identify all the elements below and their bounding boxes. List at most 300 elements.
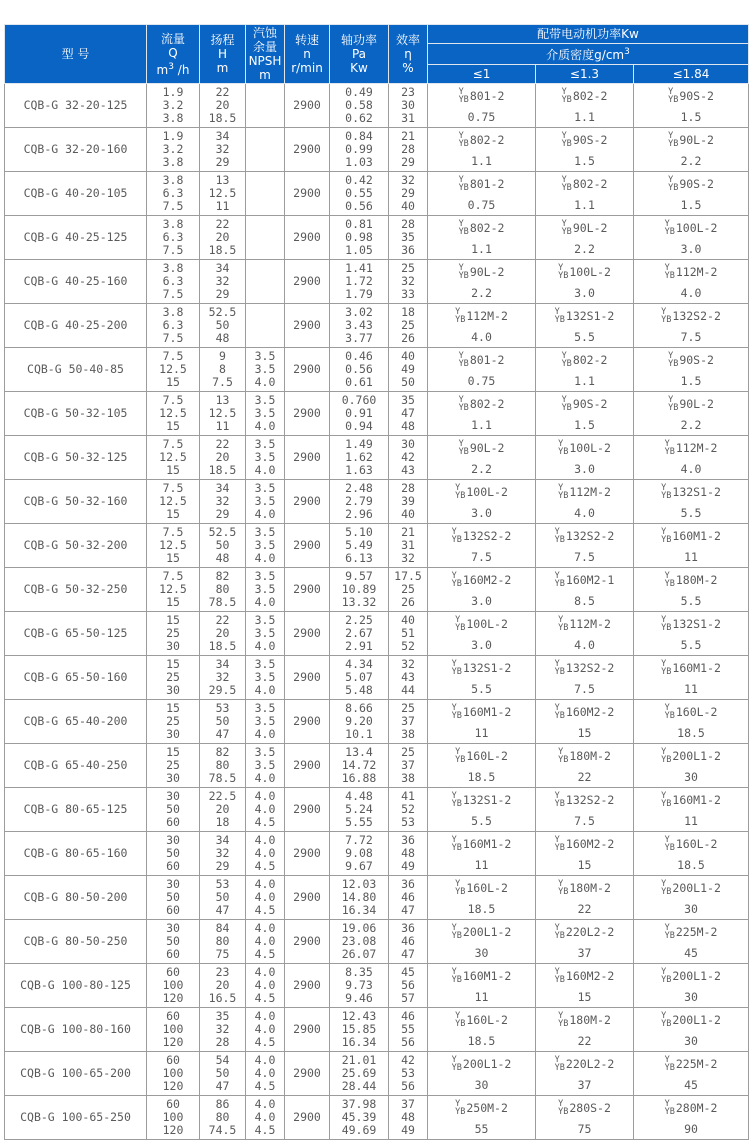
shaft-power-cell — [330, 612, 389, 656]
motor-series-prefix: Y YB — [561, 86, 572, 105]
npsh-cell — [246, 964, 285, 1008]
motor-series-prefix: Y YB — [458, 130, 469, 149]
npsh-cell — [246, 568, 285, 612]
model-cell: CQB-G 100-65-200 — [5, 1052, 147, 1096]
motor-series-prefix: Y YB — [661, 658, 672, 677]
flow-cell-line: 7.5 — [162, 393, 184, 407]
shaft-power-cell-line: 25.69 — [341, 1066, 377, 1080]
motor-cell-density-2 — [634, 348, 749, 392]
npsh-cell-line: 3.5 — [254, 657, 276, 671]
head-cell-line: 52.5 — [208, 305, 237, 319]
efficiency-cell-line: 26 — [401, 331, 415, 345]
flow-cell — [147, 128, 200, 172]
motor-power-kw: 37 — [577, 945, 592, 960]
npsh-cell-line: 4.0 — [254, 846, 276, 860]
efficiency-cell — [389, 920, 428, 964]
npsh-cell-line: 4.5 — [254, 947, 276, 961]
model-cell: CQB-G 40-20-105 — [5, 172, 147, 216]
motor-model — [536, 176, 633, 193]
motor-series-prefix: Y YB — [558, 482, 569, 501]
efficiency-cell-line: 52 — [401, 639, 415, 653]
motor-series-prefix: Y YB — [554, 922, 565, 941]
flow-cell-line: 3.8 — [162, 111, 184, 125]
speed-cell: 2900 — [285, 480, 330, 524]
npsh-cell-line: 3.5 — [254, 349, 276, 363]
motor-model — [634, 836, 748, 853]
motor-power-kw: 5.5 — [680, 593, 702, 608]
head-cell-line: 47 — [215, 727, 230, 741]
head-cell-line: 20 — [215, 802, 230, 816]
motor-model-number: 132S2-2 — [672, 308, 721, 323]
efficiency-cell-line: 23 — [401, 85, 415, 99]
flow-cell — [147, 788, 200, 832]
motor-model — [634, 968, 748, 985]
efficiency-cell-line: 43 — [401, 463, 415, 477]
motor-model-number: 160M2-2 — [462, 572, 512, 587]
flow-cell — [147, 1008, 200, 1052]
shaft-power-cell-line: 5.10 — [345, 525, 373, 539]
flow-cell-line: 60 — [166, 1097, 180, 1111]
npsh-cell-line — [246, 244, 284, 257]
motor-model-number: 160L-2 — [675, 704, 718, 719]
motor-power-kw: 11 — [684, 681, 698, 696]
motor-cell-density-1 — [536, 172, 634, 216]
model-cell: CQB-G 65-40-250 — [5, 744, 147, 788]
motor-power-kw: 1.1 — [471, 417, 492, 432]
motor-model-number: 160L-2 — [466, 748, 508, 763]
motor-series-prefix: Y YB — [554, 834, 565, 853]
motor-series-prefix: Y YB — [661, 966, 672, 985]
head-cell-line: 18.5 — [208, 463, 237, 477]
motor-cell-density-0 — [428, 172, 536, 216]
npsh-cell-line: 4.0 — [254, 978, 276, 992]
model-cell: CQB-G 80-50-200 — [5, 876, 147, 920]
motor-model — [428, 88, 535, 105]
motor-model-number: 90L-2 — [469, 264, 505, 279]
head-cell-line: 28 — [215, 1035, 230, 1049]
motor-model — [536, 660, 633, 677]
efficiency-cell-line: 18 — [401, 305, 415, 319]
efficiency-cell-line: 55 — [401, 1022, 415, 1036]
efficiency-cell-line: 32 — [401, 173, 415, 187]
shaft-power-cell-line: 19.06 — [341, 921, 377, 935]
npsh-cell-line: 3.5 — [254, 362, 276, 376]
model-cell: CQB-G 80-65-125 — [5, 788, 147, 832]
speed-cell: 2900 — [285, 832, 330, 876]
head-cell — [200, 700, 246, 744]
efficiency-cell-line: 47 — [401, 947, 415, 961]
efficiency-cell-line: 37 — [401, 758, 415, 772]
flow-cell-line: 6.3 — [162, 230, 184, 244]
efficiency-cell-line: 25 — [401, 318, 415, 332]
efficiency-cell-line: 43 — [401, 670, 415, 684]
motor-cell-density-1 — [536, 744, 634, 788]
shaft-power-cell-line: 12.43 — [341, 1009, 377, 1023]
flow-cell-line: 30 — [166, 639, 180, 653]
flow-cell-line: 3.8 — [162, 173, 184, 187]
head-cell-line: 50 — [215, 714, 230, 728]
flow-cell-line: 6.3 — [162, 186, 184, 200]
npsh-cell — [246, 84, 285, 128]
flow-cell-line: 7.5 — [162, 349, 184, 363]
efficiency-cell-line: 37 — [401, 714, 415, 728]
motor-cell-density-0 — [428, 480, 536, 524]
motor-model-number: 90S-2 — [572, 396, 608, 411]
npsh-cell-line: 4.0 — [254, 551, 276, 565]
motor-model-number: 200L1-2 — [672, 748, 721, 763]
efficiency-cell-line: 46 — [401, 1009, 415, 1023]
efficiency-cell — [389, 524, 428, 568]
motor-model — [428, 1012, 535, 1029]
motor-series-prefix: Y YB — [458, 350, 469, 369]
motor-model-number: 250M-2 — [466, 1100, 508, 1115]
flow-cell-line: 60 — [166, 1053, 180, 1067]
head-cell-line: 50 — [215, 1066, 230, 1080]
npsh-cell-line: 4.0 — [254, 789, 276, 803]
flow-cell-line: 30 — [166, 727, 180, 741]
col-header-density: 介质密度$g/cm^3$ — [428, 43, 749, 65]
efficiency-cell-line: 28 — [401, 217, 415, 231]
flow-cell-line: 30 — [166, 771, 180, 785]
efficiency-cell — [389, 568, 428, 612]
motor-cell-density-2 — [634, 524, 749, 568]
table-row — [5, 348, 749, 392]
motor-power-kw: 18.5 — [677, 857, 705, 872]
flow-cell — [147, 216, 200, 260]
shaft-power-cell-line: 1.79 — [345, 287, 373, 301]
head-cell-line: 74.5 — [208, 1123, 237, 1137]
table-row — [5, 172, 749, 216]
motor-cell-density-0 — [428, 700, 536, 744]
npsh-cell-line: 3.5 — [254, 613, 276, 627]
col-header-density-le1-3: ≤1.3 — [536, 65, 634, 84]
motor-power-kw: 4.0 — [680, 285, 702, 300]
head-cell-line: 20 — [215, 978, 230, 992]
motor-cell-density-2 — [634, 920, 749, 964]
motor-model — [536, 484, 633, 501]
motor-cell-density-2 — [634, 612, 749, 656]
shaft-power-cell-line: 9.57 — [345, 569, 373, 583]
motor-cell-density-1 — [536, 392, 634, 436]
head-cell-line: 20 — [215, 450, 230, 464]
flow-cell — [147, 656, 200, 700]
motor-model — [634, 264, 748, 281]
head-cell-line: 32 — [215, 494, 230, 508]
efficiency-cell-line: 35 — [401, 393, 415, 407]
flow-cell-line: 60 — [166, 903, 180, 917]
table-row — [5, 392, 749, 436]
motor-model — [428, 792, 535, 809]
speed-cell: 2900 — [285, 128, 330, 172]
flow-cell-line: 50 — [166, 890, 180, 904]
shaft-power-cell-line: 1.49 — [345, 437, 373, 451]
motor-power-kw: 2.2 — [680, 417, 702, 432]
motor-series-prefix: Y YB — [451, 790, 462, 809]
shaft-power-cell-line: 0.81 — [345, 217, 373, 231]
head-cell — [200, 920, 246, 964]
efficiency-cell-line: 30 — [401, 437, 415, 451]
flow-cell — [147, 612, 200, 656]
table-row — [5, 568, 749, 612]
motor-series-prefix: Y YB — [458, 86, 469, 105]
npsh-cell-line: 4.0 — [254, 965, 276, 979]
table-header — [5, 25, 749, 84]
npsh-cell-line — [246, 288, 284, 301]
shaft-power-cell-line: 0.49 — [345, 85, 373, 99]
motor-power-kw: 37 — [577, 1077, 592, 1092]
flow-cell-line: 7.5 — [162, 437, 184, 451]
shaft-power-cell — [330, 216, 389, 260]
npsh-cell-line: 4.5 — [254, 1123, 276, 1137]
motor-series-prefix: Y YB — [554, 702, 565, 721]
npsh-cell-line: 4.5 — [254, 815, 276, 829]
npsh-cell-line: 3.5 — [254, 393, 276, 407]
speed-cell: 2900 — [285, 84, 330, 128]
motor-cell-density-0 — [428, 568, 536, 612]
flow-cell-line: 30 — [166, 921, 180, 935]
motor-series-prefix: Y YB — [558, 262, 569, 281]
motor-model-number: 112M-2 — [569, 484, 611, 499]
efficiency-cell-line: 48 — [401, 846, 415, 860]
table-body — [5, 84, 749, 1140]
speed-cell: 2900 — [285, 656, 330, 700]
head-cell — [200, 84, 246, 128]
motor-cell-density-0 — [428, 84, 536, 128]
flow-cell-line: 6.3 — [162, 274, 184, 288]
table-row — [5, 216, 749, 260]
motor-model — [634, 396, 748, 413]
motor-series-prefix: Y YB — [455, 306, 466, 325]
pump-spec-table — [4, 24, 749, 1140]
motor-power-kw: 1.5 — [680, 109, 702, 124]
motor-model-number: 200L1-2 — [672, 968, 721, 983]
shaft-power-cell-line: 0.760 — [341, 393, 377, 407]
motor-model-number: 132S1-2 — [672, 616, 721, 631]
npsh-cell-line: 4.0 — [254, 683, 276, 697]
motor-cell-density-1 — [536, 84, 634, 128]
motor-model — [634, 220, 748, 237]
motor-power-kw: 8.5 — [574, 593, 595, 608]
head-cell-line: 34 — [215, 129, 230, 143]
motor-power-kw: 0.75 — [467, 197, 496, 212]
motor-cell-density-1 — [536, 480, 634, 524]
motor-power-kw: 1.5 — [574, 153, 595, 168]
shaft-power-cell-line: 0.98 — [345, 230, 373, 244]
head-cell-line: 20 — [215, 230, 230, 244]
npsh-cell-line: 4.0 — [254, 771, 276, 785]
motor-cell-density-1 — [536, 348, 634, 392]
npsh-cell-line — [246, 112, 284, 125]
flow-cell-line: 15 — [166, 701, 180, 715]
motor-series-prefix: Y YB — [554, 526, 565, 545]
motor-cell-density-0 — [428, 524, 536, 568]
npsh-cell-line — [246, 332, 284, 345]
motor-model-number: 112M-2 — [675, 264, 718, 279]
npsh-cell-line: 4.5 — [254, 1079, 276, 1093]
motor-cell-density-1 — [536, 568, 634, 612]
shaft-power-cell — [330, 788, 389, 832]
npsh-cell-line: 4.5 — [254, 991, 276, 1005]
motor-model — [536, 1100, 633, 1117]
efficiency-cell-line: 25 — [401, 582, 415, 596]
efficiency-cell-line: 40 — [401, 349, 415, 363]
motor-model-number: 160L-2 — [466, 880, 508, 895]
motor-cell-density-1 — [536, 1052, 634, 1096]
motor-model-number: 220L2-2 — [565, 1056, 615, 1071]
flow-cell-line: 7.5 — [162, 525, 184, 539]
head-cell-line: 80 — [215, 758, 230, 772]
shaft-power-cell-line: 3.43 — [345, 318, 373, 332]
shaft-power-cell — [330, 128, 389, 172]
motor-model-number: 160M1-2 — [672, 660, 721, 675]
motor-model-number: 132S2-2 — [462, 528, 512, 543]
head-cell-line: 34 — [215, 657, 230, 671]
efficiency-cell — [389, 216, 428, 260]
flow-cell-line: 1.9 — [162, 85, 184, 99]
flow-cell-line: 60 — [166, 815, 180, 829]
motor-power-kw: 1.5 — [574, 417, 595, 432]
motor-cell-density-2 — [634, 876, 749, 920]
motor-power-kw: 4.0 — [574, 505, 595, 520]
efficiency-cell — [389, 656, 428, 700]
motor-model — [428, 176, 535, 193]
head-cell-line: 78.5 — [208, 771, 237, 785]
motor-model-number: 100L-2 — [569, 440, 611, 455]
head-cell-line: 34 — [215, 481, 230, 495]
motor-power-kw: 11 — [474, 989, 489, 1004]
motor-series-prefix: Y YB — [561, 350, 572, 369]
motor-model — [428, 352, 535, 369]
shaft-power-cell-line: 1.72 — [345, 274, 373, 288]
motor-model-number: 160M2-2 — [565, 704, 615, 719]
head-cell-line: 48 — [215, 331, 230, 345]
motor-model — [536, 1012, 633, 1029]
flow-cell-line: 25 — [166, 670, 180, 684]
motor-power-kw: 15 — [577, 857, 592, 872]
motor-power-kw: 5.5 — [680, 505, 702, 520]
col-header-speed: 转速 n r/min — [285, 25, 330, 84]
motor-model — [536, 88, 633, 105]
head-cell — [200, 832, 246, 876]
motor-model-number: 132S2-2 — [565, 792, 615, 807]
flow-cell-line: 50 — [166, 802, 180, 816]
shaft-power-cell-line: 13.32 — [341, 595, 377, 609]
motor-cell-density-0 — [428, 744, 536, 788]
npsh-cell-line: 4.0 — [254, 1009, 276, 1023]
motor-power-kw: 1.1 — [471, 241, 492, 256]
motor-series-prefix: Y YB — [455, 1098, 466, 1117]
flow-cell — [147, 832, 200, 876]
head-cell-line: 22 — [215, 613, 230, 627]
head-cell-line: 48 — [215, 551, 230, 565]
motor-series-prefix: Y YB — [455, 746, 466, 765]
model-cell: CQB-G 100-65-250 — [5, 1096, 147, 1140]
motor-model-number: 132S2-2 — [565, 660, 615, 675]
head-cell — [200, 128, 246, 172]
motor-cell-density-2 — [634, 480, 749, 524]
table-row — [5, 788, 749, 832]
efficiency-cell-line: 49 — [401, 859, 415, 873]
efficiency-cell-line: 48 — [401, 419, 415, 433]
efficiency-cell-line: 29 — [401, 186, 415, 200]
shaft-power-cell-line: 0.84 — [345, 129, 373, 143]
motor-series-prefix: Y YB — [661, 614, 672, 633]
flow-cell-line: 12.5 — [159, 406, 187, 420]
npsh-cell — [246, 260, 285, 304]
efficiency-cell-line: 21 — [401, 525, 415, 539]
motor-power-kw: 75 — [577, 1121, 592, 1136]
head-cell — [200, 1096, 246, 1140]
head-cell-line: 22 — [215, 217, 230, 231]
head-cell-line: 34 — [215, 261, 230, 275]
motor-power-kw: 11 — [474, 725, 489, 740]
model-cell: CQB-G 50-32-105 — [5, 392, 147, 436]
speed-cell: 2900 — [285, 524, 330, 568]
npsh-cell-line: 3.5 — [254, 714, 276, 728]
shaft-power-cell-line: 0.56 — [345, 199, 373, 213]
motor-cell-density-2 — [634, 1052, 749, 1096]
shaft-power-cell-line: 5.24 — [345, 802, 373, 816]
npsh-cell-line: 4.0 — [254, 595, 276, 609]
shaft-power-cell-line: 8.35 — [345, 965, 373, 979]
motor-power-kw: 15 — [577, 989, 592, 1004]
flow-cell-line: 15 — [166, 595, 180, 609]
motor-power-kw: 7.5 — [574, 681, 595, 696]
motor-model — [428, 924, 535, 941]
flow-cell-line: 12.5 — [159, 582, 187, 596]
motor-cell-density-0 — [428, 260, 536, 304]
efficiency-cell-line: 48 — [401, 1110, 415, 1124]
motor-model-number: 280M-2 — [675, 1100, 718, 1115]
shaft-power-cell-line: 14.80 — [341, 890, 377, 904]
col-header-density-le1-84: ≤1.84 — [634, 65, 749, 84]
motor-model-number: 90S-2 — [679, 88, 714, 103]
efficiency-cell-line: 33 — [401, 287, 415, 301]
motor-cell-density-1 — [536, 700, 634, 744]
motor-model — [428, 572, 535, 589]
shaft-power-cell-line: 1.05 — [345, 243, 373, 257]
head-cell-line: 20 — [215, 626, 230, 640]
motor-model-number: 160M1-2 — [462, 968, 512, 983]
motor-cell-density-0 — [428, 832, 536, 876]
motor-series-prefix: Y YB — [664, 262, 675, 281]
motor-series-prefix: Y YB — [451, 702, 462, 721]
npsh-cell — [246, 304, 285, 348]
motor-model-number: 801-2 — [469, 88, 505, 103]
head-cell-line: 78.5 — [208, 595, 237, 609]
motor-model-number: 132S2-2 — [565, 528, 615, 543]
head-cell-line: 82 — [215, 569, 230, 583]
efficiency-cell — [389, 128, 428, 172]
speed-cell: 2900 — [285, 172, 330, 216]
shaft-power-cell-line: 0.62 — [345, 111, 373, 125]
model-cell: CQB-G 50-40-85 — [5, 348, 147, 392]
speed-cell: 2900 — [285, 436, 330, 480]
col-header-npsh: 汽蚀 余量 NPSH m — [246, 25, 285, 84]
npsh-cell — [246, 436, 285, 480]
motor-series-prefix: Y YB — [664, 1054, 675, 1073]
motor-model — [428, 528, 535, 545]
motor-series-prefix: Y YB — [558, 1010, 569, 1029]
motor-series-prefix: Y YB — [664, 438, 675, 457]
head-cell-line: 12.5 — [208, 406, 237, 420]
flow-cell-line: 7.5 — [162, 287, 184, 301]
flow-cell-line: 3.2 — [162, 98, 184, 112]
table-row — [5, 920, 749, 964]
motor-model-number: 160M2-2 — [565, 836, 615, 851]
efficiency-cell — [389, 788, 428, 832]
motor-series-prefix: Y YB — [664, 1098, 675, 1117]
